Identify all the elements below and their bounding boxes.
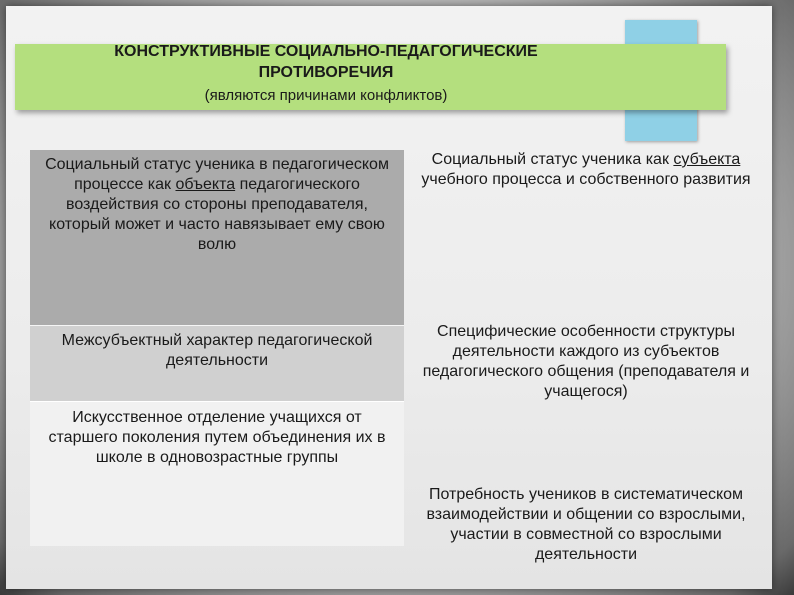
left-cell-3-text: Искусственное отделение учащихся от старшего поколения путем объединения их в школе в одновозрастные группы: [48, 409, 386, 466]
left-cell-2-text: Межсубъектный характер педагогической деятельности: [61, 332, 373, 369]
slide: [6, 6, 772, 589]
left-cell-2: [30, 325, 404, 401]
right-item-3: Потребность учеников в систематическом взаимодействии и общении со взрослыми, участии в совместной со взрослыми деятельности: [426, 486, 746, 563]
left-cell-1: [30, 150, 404, 325]
right-item-1-underlined: субъекта: [673, 151, 741, 168]
right-item-1-text-after: учебного процесса и собственного развития: [421, 171, 751, 188]
right-item-1: [406, 150, 766, 190]
right-item-1-text-before: Социальный статус ученика как: [431, 151, 674, 168]
left-column: [30, 150, 404, 546]
page-title-line-2: ПРОТИВОРЕЧИЯ: [258, 64, 394, 81]
left-cell-1-underlined: объекта: [175, 176, 236, 193]
left-cell-1-text-before: Социальный статус ученика в педагогическом процессе как: [45, 156, 389, 193]
page-subtitle: (являются причинами конфликтов): [204, 87, 448, 104]
right-item-2: Специфические особенности структуры деятельности каждого из субъектов педагогического общения (преподавателя и учащегося): [422, 323, 750, 400]
page-title-line-1: КОНСТРУКТИВНЫЕ СОЦИАЛЬНО-ПЕДАГОГИЧЕСКИЕ: [114, 43, 538, 60]
left-cell-3: [30, 401, 404, 546]
left-cell-1-text-after: педагогического воздействия со стороны преподавателя, который может и часто навязывает ему свою волю: [49, 176, 385, 253]
